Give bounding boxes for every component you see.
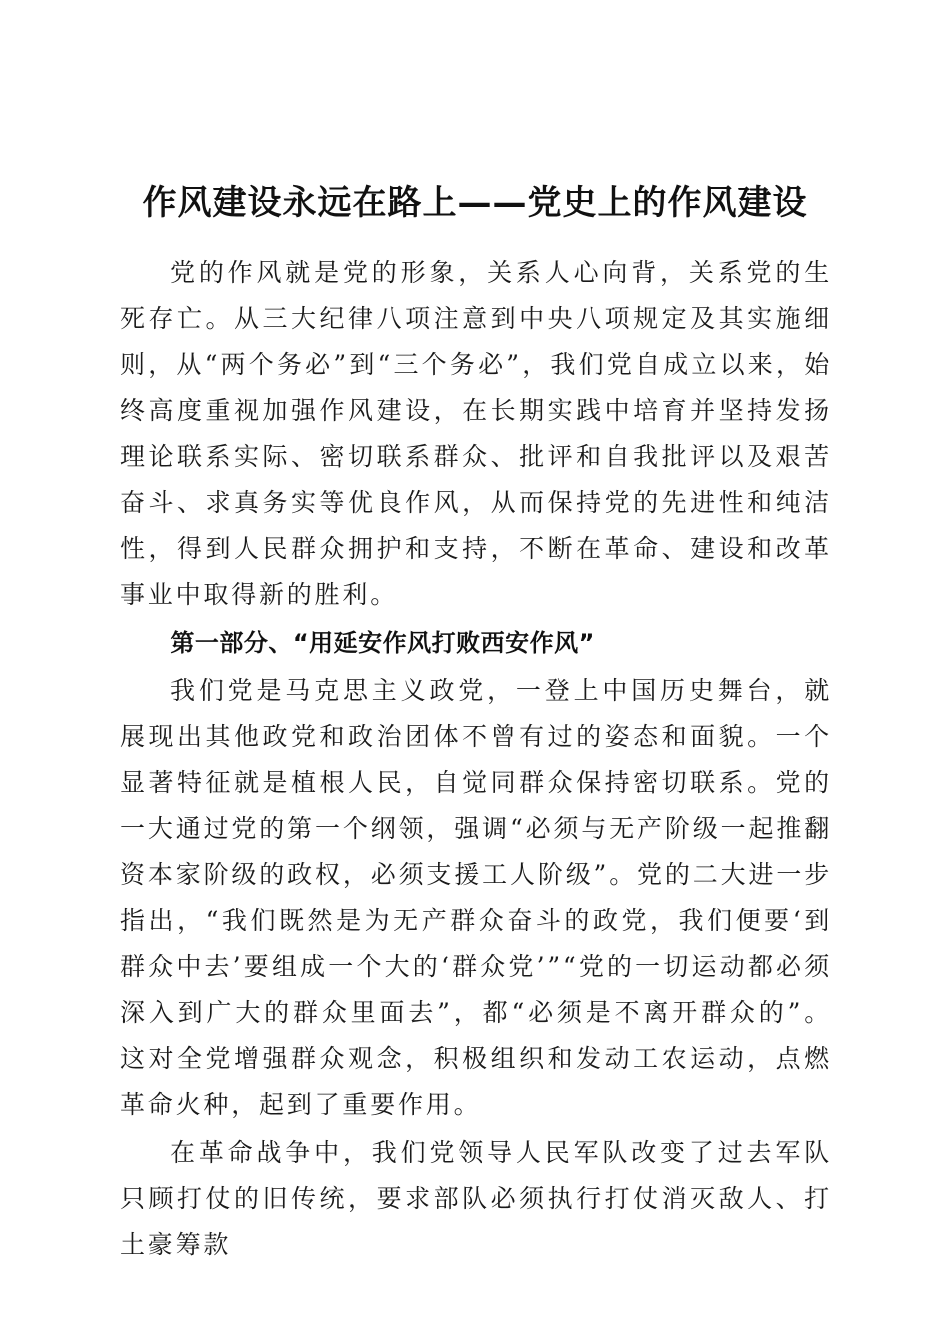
section-paragraph-2: 在革命战争中，我们党领导人民军队改变了过去军队只顾打仗的旧传统，要求部队必须执行打仗消灭敌人、打土豪筹款 xyxy=(120,1138,832,1259)
document-title: 作风建设永远在路上——党史上的作风建设 xyxy=(142,182,808,223)
intro-paragraph: 党的作风就是党的形象，关系人心向背，关系党的生死存亡。从三大纪律八项注意到中央八项规定及其实施细则，从“两个务必”到“三个务必”，我们党自成立以来，始终高度重视加强作风建设，在长期实践中培育并坚持发扬理论联系实际、密切联系群众、批评和自我批评以及艰苦奋斗、求真务实等优良作风，从而保持党的先进性和纯洁性，得到人民群众拥护和支持，不断在革命、建设和改革事业中取得新的胜利。 xyxy=(120,258,832,609)
section-paragraph-1: 我们党是马克思主义政党，一登上中国历史舞台，就展现出其他政党和政治团体不曾有过的姿态和面貌。一个显著特征就是植根人民，自觉同群众保持密切联系。党的一大通过党的第一个纲领，强调“必须与无产阶级一起推翻资本家阶级的政权，必须支援工人阶级”。党的二大进一步指出，“我们既然是为无产群众奋斗的政党，我们便要‘到群众中去’要组成一个大的‘群众党’”“党的一切运动都必须深入到广大的群众里面去”，都“必须是不离开群众的”。这对全党增强群众观念，积极组织和发动工农运动，点燃革命火种，起到了重要作用。 xyxy=(120,676,832,1119)
section-heading: 第一部分、“用延安作风打败西安作风” xyxy=(170,629,595,657)
document-body xyxy=(120,250,832,1268)
